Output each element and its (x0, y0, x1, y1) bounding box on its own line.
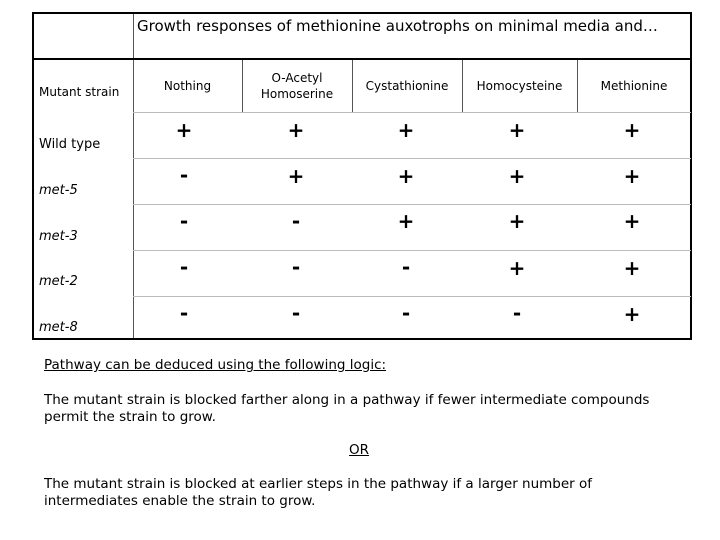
table-cell: - (179, 163, 189, 187)
table-cell: - (401, 301, 411, 325)
or-separator: OR (349, 442, 370, 458)
column-header-nothing: Nothing (163, 79, 212, 93)
table-cell: + (397, 118, 415, 142)
row-divider (133, 250, 691, 251)
column-divider (577, 60, 578, 112)
table-cell: + (397, 164, 415, 188)
table-cell: - (291, 301, 301, 325)
column-header-cystathionine: Cystathionine (365, 79, 449, 93)
table-cell: - (291, 255, 301, 279)
table-cell: + (287, 118, 305, 142)
table-cell: - (512, 301, 522, 325)
logic-rule-more-intermediates: The mutant strain is blocked at earlier steps in the pathway if a larger number of intermediates enable the strain to grow. (44, 476, 593, 509)
column-header-o-acetyl-homoserine: O-Acetyl Homoserine (260, 71, 334, 101)
table-cell: + (508, 209, 526, 233)
table-cell: + (623, 164, 641, 188)
table-cell: + (397, 209, 415, 233)
strain-label-met-2: met-2 (39, 274, 78, 289)
row-divider (133, 204, 691, 205)
table-cell: - (179, 255, 189, 279)
column-divider (242, 60, 243, 112)
table-cell: + (623, 302, 641, 326)
table-cell: + (623, 118, 641, 142)
table-cell: + (508, 118, 526, 142)
column-header-homocysteine: Homocysteine (476, 79, 563, 93)
table-cell: - (179, 209, 189, 233)
column-divider (352, 60, 353, 112)
row-divider (133, 112, 691, 113)
table-cell: - (401, 255, 411, 279)
column-header-methionine: Methionine (600, 79, 668, 93)
table-cell: - (179, 301, 189, 325)
table-cell: + (175, 118, 193, 142)
table-title: Growth responses of methionine auxotrophs on minimal media and… (137, 17, 658, 35)
logic-heading: Pathway can be deduced using the following logic: (44, 357, 387, 373)
column-divider (133, 14, 134, 338)
logic-rule-fewer-intermediates: The mutant strain is blocked farther along in a pathway if fewer intermediate compounds permit the strain to grow. (44, 392, 650, 425)
table-cell: - (291, 209, 301, 233)
table-cell: + (623, 256, 641, 280)
table-cell: + (287, 164, 305, 188)
strain-label-met-8: met-8 (39, 320, 78, 335)
mutant-strain-header: Mutant strain (39, 85, 120, 99)
column-divider (462, 60, 463, 112)
strain-label-wild-type: Wild type (39, 137, 101, 152)
strain-label-met-3: met-3 (39, 229, 78, 244)
table-cell: + (508, 164, 526, 188)
table-cell: + (508, 256, 526, 280)
row-divider (133, 158, 691, 159)
row-divider (133, 296, 691, 297)
strain-label-met-5: met-5 (39, 183, 78, 198)
table-cell: + (623, 209, 641, 233)
